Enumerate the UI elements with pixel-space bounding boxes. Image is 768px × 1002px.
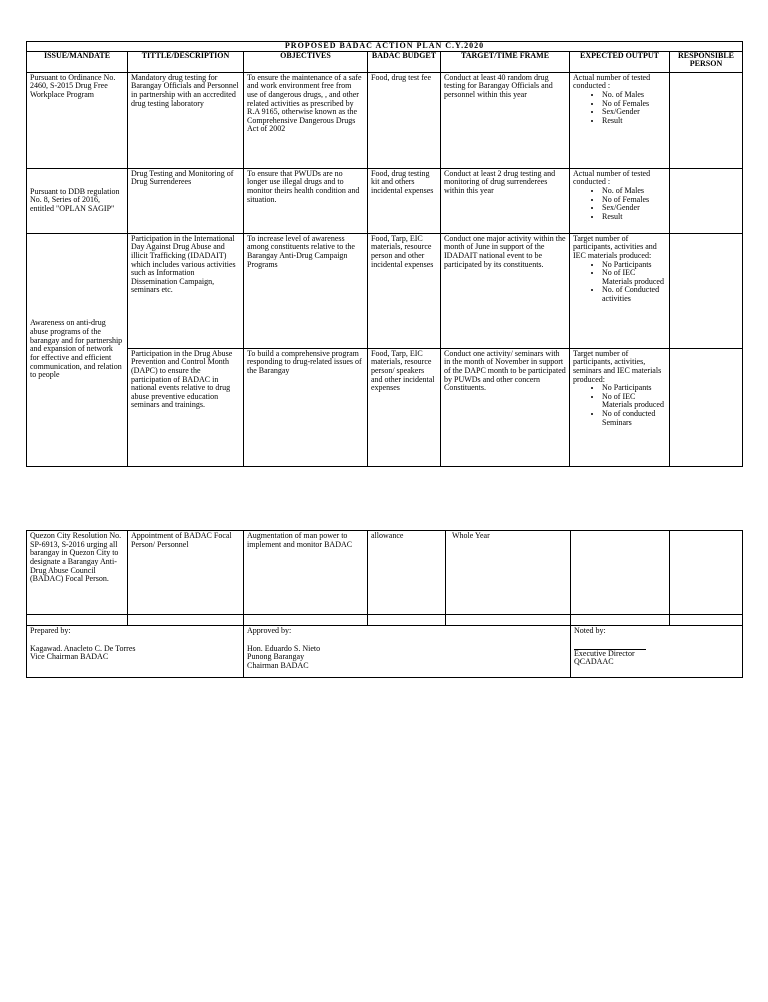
list-item: • No Participants: [602, 261, 666, 270]
header-issue: ISSUE/MANDATE: [27, 51, 128, 72]
header-output: EXPECTED OUTPUT: [570, 51, 670, 72]
noted-by-block: [571, 626, 743, 678]
budget-cell: Food, drug testing kit and others incidental expenses: [368, 168, 441, 233]
output-intro: Target number of participants, activities and IEC materials produced:: [573, 233, 657, 260]
plan-title: PROPOSED BADAC ACTION PLAN C.Y.2020: [27, 42, 743, 52]
output-intro: Actual number of tested conducted :: [573, 72, 651, 91]
issue-cell: Quezon City Resolution No. SP-6913, S-2016 urging all barangay in Quezon City to designate a Barangay Anti-Drug Abuse Council (BADAC) Focal Person.: [27, 531, 128, 615]
title-cell: Mandatory drug testing for Barangay Officials and Personnel in partnership with an accredited drug testing laboratory: [128, 72, 244, 168]
issue-cell: Pursuant to DDB regulation No. 8, Series of 2016, entitled "OPLAN SAGIP": [27, 168, 128, 233]
output-cell: [570, 72, 670, 168]
target-cell: Conduct one activity/ seminars with in the month of November in support of the DAPC month to be participated by PUWDs and other concern Constituents.: [441, 348, 570, 466]
list-item: • Sex/Gender: [602, 204, 666, 213]
responsible-cell: [670, 168, 743, 233]
title-cell: Participation in the International Day Against Drug Abuse and illicit Trafficking (IDADAIT) which includes various activities such as Information Dissemination Campaign, seminars etc.: [128, 233, 244, 348]
output-cell: [570, 168, 670, 233]
list-item: • No of Females: [602, 100, 666, 109]
list-item: • Result: [602, 117, 666, 126]
noted-role-2: QCADAAC: [574, 657, 614, 667]
list-item: • No. of Conducted activities: [602, 286, 666, 303]
list-item: • Sex/Gender: [602, 108, 666, 117]
objectives-cell: Augmentation of man power to implement and monitor BADAC: [244, 531, 368, 615]
output-intro: Actual number of tested conducted :: [573, 168, 651, 187]
list-item: • No of IEC Materials produced: [602, 269, 666, 286]
header-title: TITTLE/DESCRIPTION: [128, 51, 244, 72]
approved-role-2: Chairman BADAC: [247, 660, 309, 670]
signature-row: [27, 626, 743, 678]
table-row: [27, 168, 743, 233]
header-target: TARGET/TIME FRAME: [441, 51, 570, 72]
output-list: [573, 91, 666, 126]
title-cell: Drug Testing and Monitoring of Drug Surrenderees: [128, 168, 244, 233]
output-list: [573, 261, 666, 304]
header-objectives: OBJECTIVES: [244, 51, 368, 72]
prepared-label: Prepared by:: [30, 626, 71, 635]
table-row: [27, 348, 743, 466]
budget-cell: Food, Tarp, EIC materials, resource person and other incidental expenses: [368, 233, 441, 348]
target-cell: Conduct at least 2 drug testing and monitoring of drug surrenderees within this year: [441, 168, 570, 233]
target-text: Whole Year: [452, 531, 490, 540]
responsible-cell: [670, 72, 743, 168]
approved-role: Punong Barangay: [247, 652, 305, 662]
table-row: [27, 615, 743, 626]
list-item: • No. of Males: [602, 91, 666, 100]
header-responsible: RESPONSIBLE PERSON: [670, 51, 743, 72]
issue-cell: Awareness on anti-drug abuse programs of the barangay and for partnership and expansion of network for effective and efficient communication, and relation to people: [27, 233, 128, 466]
list-item: • Result: [602, 213, 666, 222]
responsible-cell: [670, 531, 743, 615]
noted-role: Executive Director: [574, 648, 635, 658]
responsible-cell: [670, 348, 743, 466]
responsible-cell: [670, 233, 743, 348]
output-list: [573, 384, 666, 427]
objectives-cell: To ensure that PWUDs are no longer use illegal drugs and to monitor theirs health condition and situation.: [244, 168, 368, 233]
output-cell: [570, 233, 670, 348]
budget-cell: Food, Tarp, EIC materials, resource person/ speakers and other incidental expenses: [368, 348, 441, 466]
target-cell: Conduct at least 40 random drug testing for Barangay Officials and personnel within this year: [441, 72, 570, 168]
approved-label: Approved by:: [247, 626, 292, 635]
prepared-role: Vice Chairman BADAC: [30, 652, 109, 662]
issue-cell: Pursuant to Ordinance No. 2460, S-2015 Drug Free Workplace Program: [27, 72, 128, 168]
budget-cell: Food, drug test fee: [368, 72, 441, 168]
noted-label: Noted by:: [574, 626, 606, 635]
list-item: • No. of Males: [602, 187, 666, 196]
table-row: [27, 531, 743, 615]
table-row: [27, 233, 743, 348]
target-cell: Conduct one major activity within the month of June in support of the IDADAIT national event to be participated by its constituents.: [441, 233, 570, 348]
objectives-cell: To ensure the maintenance of a safe and work environment free from use of dangerous drugs, , and other related activities as prescribed by R.A 9165, otherwise known as the Comprehensive Dangerous Drugs Act of 2002: [244, 72, 368, 168]
approved-by-block: [244, 626, 571, 678]
output-cell: [571, 531, 670, 615]
action-plan-table-continued: [26, 530, 743, 678]
output-intro: Target number of participants, activities, seminars and IEC materials produced:: [573, 348, 662, 384]
header-budget: BADAC BUDGET: [368, 51, 441, 72]
title-cell: Appointment of BADAC Focal Person/ Personnel: [128, 531, 244, 615]
prepared-by-block: [27, 626, 244, 678]
list-item: • No of IEC Materials produced: [602, 393, 666, 410]
approved-name: Hon. Eduardo S. Nieto: [247, 643, 321, 653]
table-row: [27, 72, 743, 168]
prepared-name: Kagawad. Anacleto C. De Torres: [30, 643, 136, 653]
output-list: [573, 187, 666, 222]
action-plan-table: [26, 41, 743, 467]
objectives-cell: To increase level of awareness among constituents relative to the Barangay Anti-Drug Campaign Programs: [244, 233, 368, 348]
budget-cell: allowance: [368, 531, 446, 615]
target-cell: [446, 531, 571, 615]
title-cell: Participation in the Drug Abuse Prevention and Control Month (DAPC) to ensure the participation of BADAC in national events relative to drug abuse preventive education seminars and trainings.: [128, 348, 244, 466]
list-item: • No of Females: [602, 196, 666, 205]
list-item: • No of conducted Seminars: [602, 410, 666, 427]
objectives-cell: To build a comprehensive program responding to drug-related issues of the Barangay: [244, 348, 368, 466]
list-item: • No Participants: [602, 384, 666, 393]
output-cell: [570, 348, 670, 466]
